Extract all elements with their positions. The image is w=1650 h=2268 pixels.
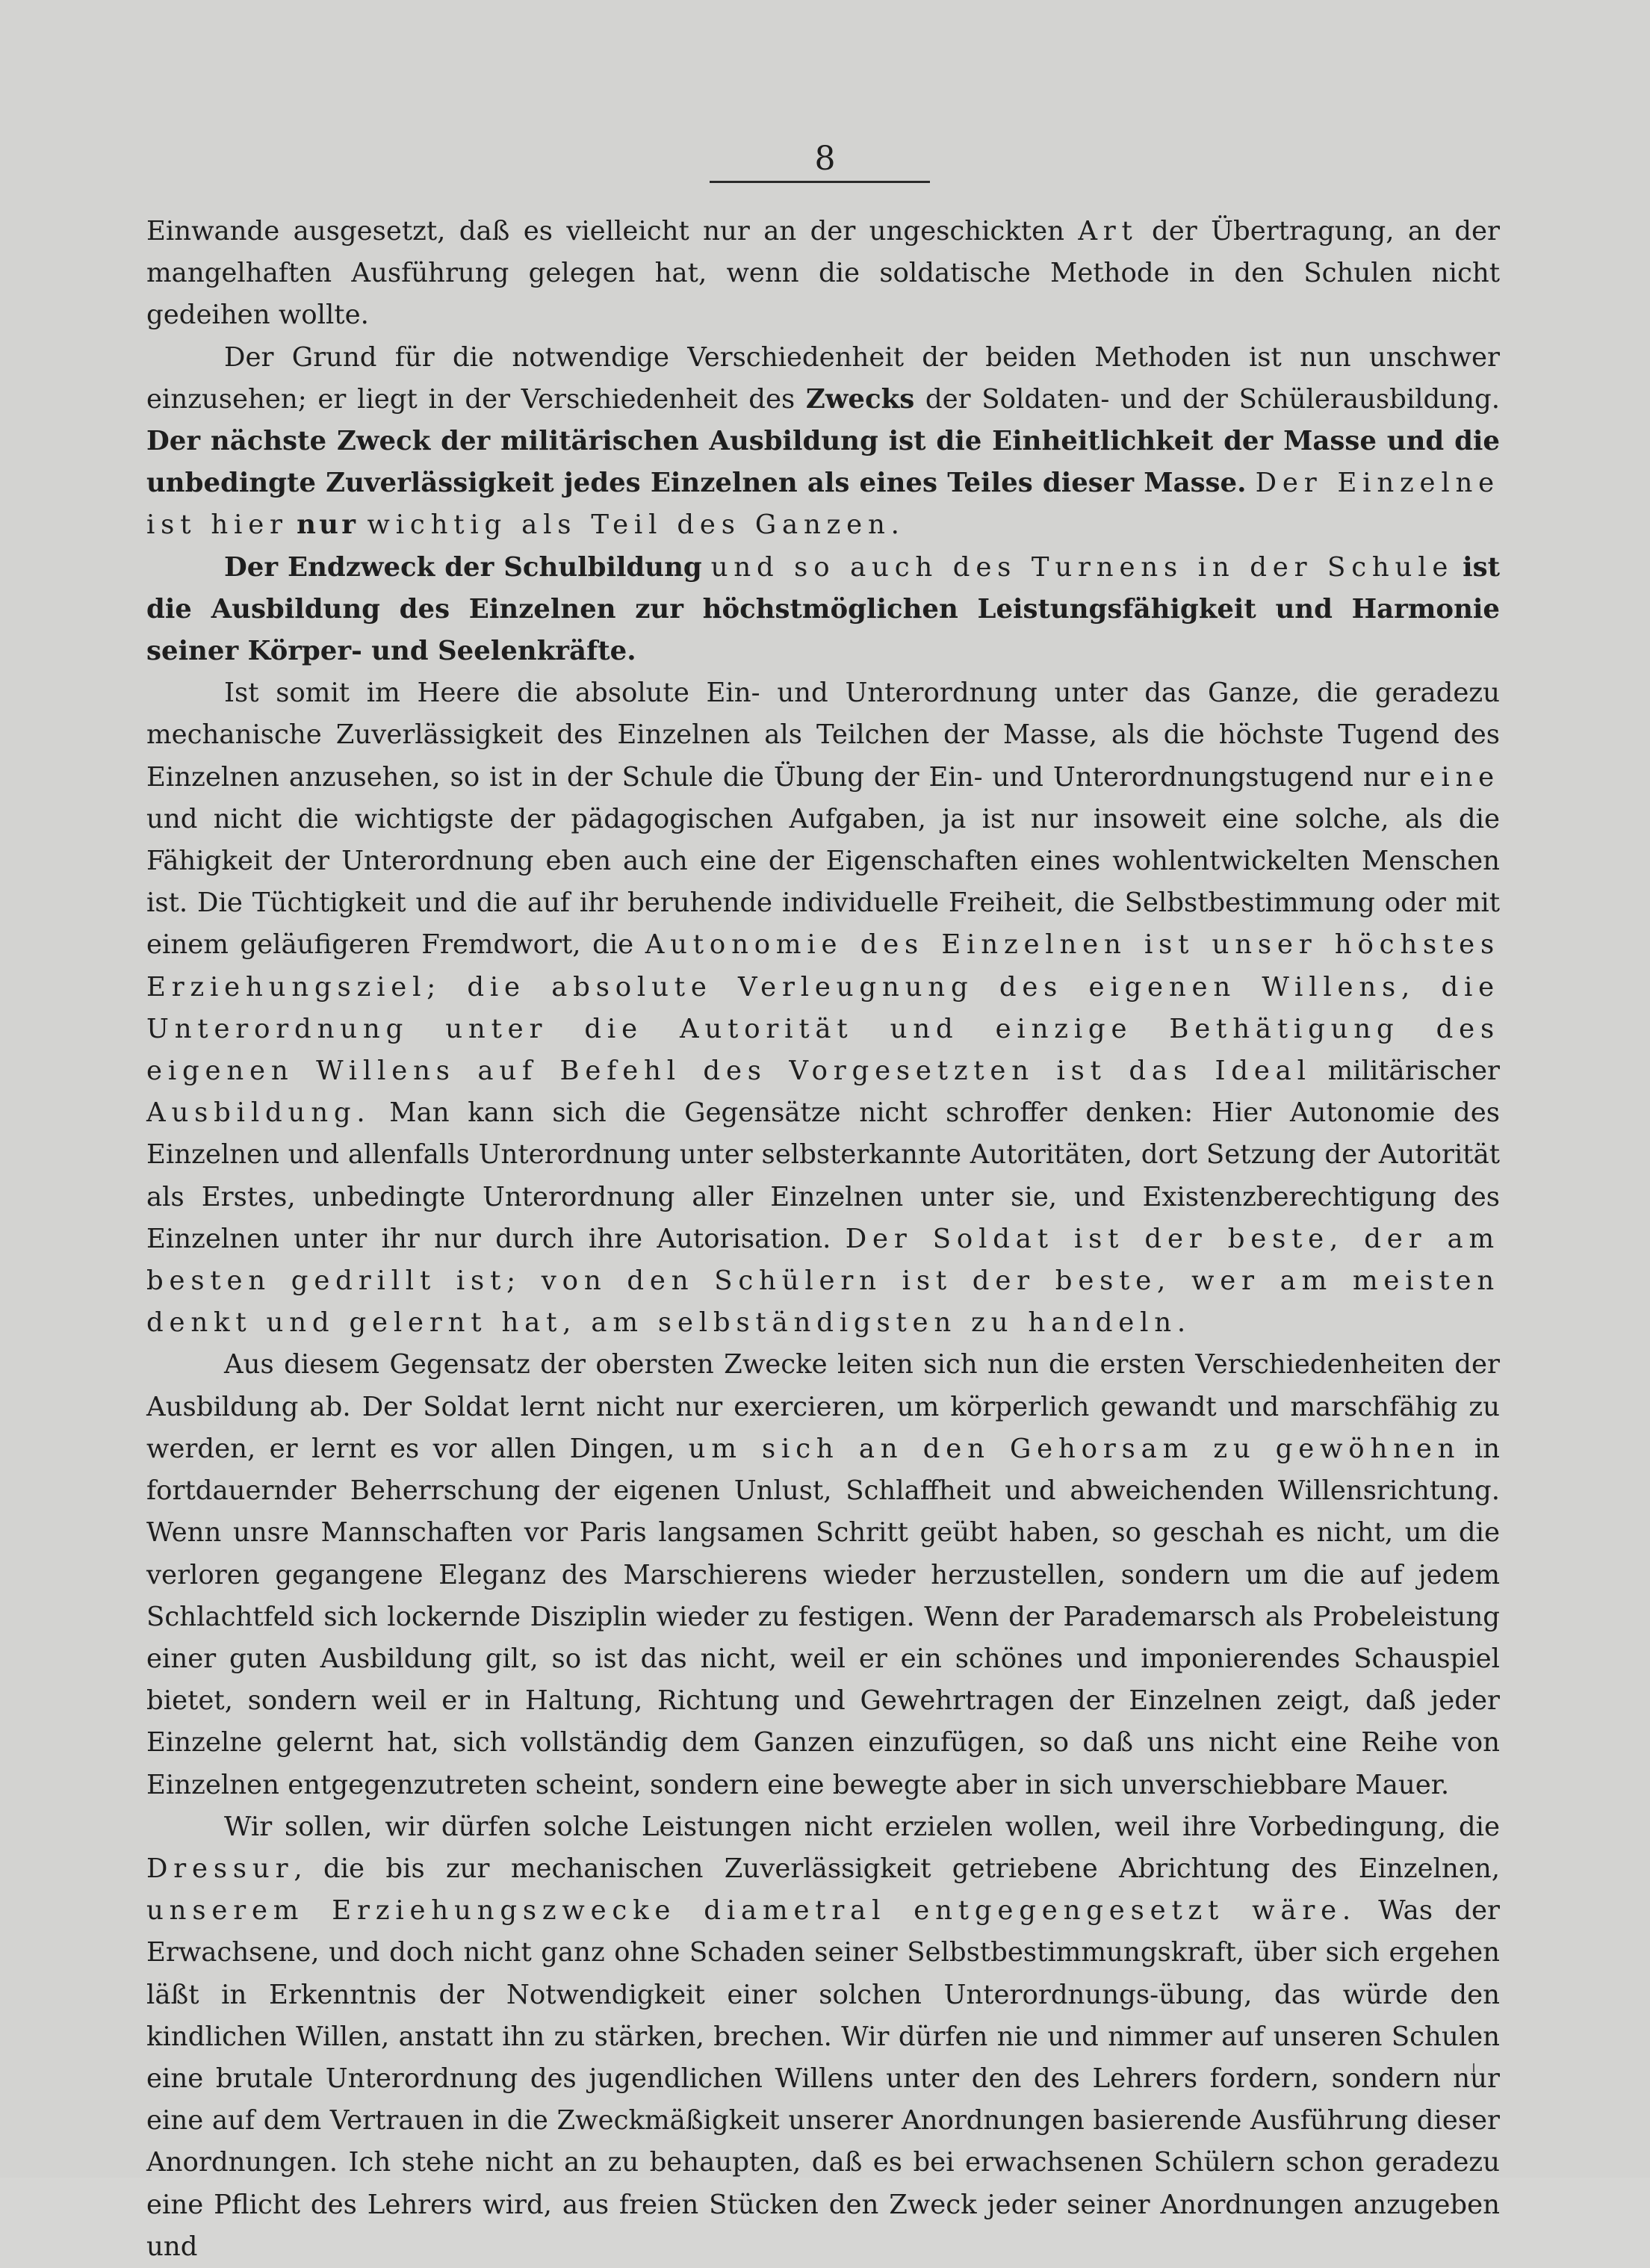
text-segment: Zwecks: [805, 383, 915, 415]
text-segment: Der Einzelne ist hier: [146, 468, 1501, 541]
text-segment: wichtig als Teil des Ganzen.: [367, 509, 905, 541]
text-segment: eine: [1419, 761, 1500, 793]
text-segment: [1247, 468, 1256, 498]
text-segment: Art: [1078, 216, 1138, 247]
text-segment: und so auch des Turnens in der Schule: [710, 551, 1454, 583]
header-rule: [710, 181, 930, 183]
paragraph: [146, 1344, 1500, 1806]
text-segment: um sich an den Gehorsam zu gewöhnen: [688, 1433, 1461, 1464]
text-segment: Was der Erwachsene, und doch nicht ganz ohne Schaden seiner Selbstbestimmungskraft, über sich ergehen läßt in Erkenntnis der Notwendigkeit einer solchen Unterordnungs-übung, das würde den kindlichen Willen, anstatt ihn zu stärken, brechen. Wir dürfen nie und nimmer auf unseren Schulen eine brutale Unterordnung des jugendlichen Willens unter den des Lehrers fordern, sondern nur eine auf dem Vertrauen in die Zweckmäßigkeit unserer Anordnungen basierende Ausführung dieser Anordnungen. Ich stehe nicht an zu behaupten, daß es bei erwachsenen Schülern schon geradezu eine Pflicht des Lehrers wird, aus freien Stücken den Zweck jeder seiner Anordnungen anzugeben und: [146, 1895, 1500, 2262]
text-segment: nur: [297, 509, 359, 541]
text-segment: [359, 509, 367, 540]
text-segment: Einwande ausgesetzt, daß es vielleicht nur an der ungeschickten: [146, 216, 1079, 247]
text-segment: Der Grund für die notwendige Verschiedenheit der beiden Methoden ist nun unschwer einzusehen; er liegt in der Verschiedenheit des: [146, 341, 1500, 415]
text-segment: Der nächste Zweck der militärischen Ausbildung ist die Einheitlichkeit der Masse und die unbedingte Zuverlässigkeit jedes Einzelnen als eines Teiles dieser Masse.: [146, 426, 1500, 499]
text-segment: , die bis zur mechanischen Zuverlässigkeit getriebene Abrichtung des Einzelnen,: [294, 1853, 1500, 1884]
text-segment: Autonomie des Einzelnen ist unser höchstes Erziehungsziel; die absolute Verleugnung des eigenen Willens, die Unterordnung unter die Autorität und einzige Bethätigung des eigenen Willens auf Befehl des Vorgesetzten ist das Ideal: [146, 929, 1500, 1087]
text-segment: [288, 509, 297, 540]
text-segment: Der Endzweck der Schulbildung: [224, 551, 702, 583]
text-segment: der Soldaten- und der Schülerausbildung.: [914, 383, 1500, 415]
text-segment: [702, 552, 711, 583]
body-text: [146, 211, 1500, 2268]
paragraph: [146, 672, 1500, 1344]
text-segment: Der Soldat ist der beste, der am besten gedrillt ist; von den Schülern ist der beste, wer am meisten denkt und gelernt hat, am selbständigsten zu handeln.: [146, 1223, 1500, 1339]
text-segment: ist die Ausbildung des Einzelnen zur höchstmöglichen Leistungsfähigkeit und Harmonie seiner Körper- und Seelenkräfte.: [146, 551, 1500, 667]
margin-mark: [1473, 2063, 1480, 2072]
text-segment: Wir sollen, wir dürfen solche Leistungen nicht erzielen wollen, weil ihre Vorbedingung, die: [224, 1811, 1500, 1842]
paragraph: [146, 337, 1500, 547]
paragraph: [146, 547, 1500, 673]
text-segment: Aus diesem Gegensatz der obersten Zwecke leiten sich nun die ersten Verschiedenheiten der Ausbildung ab. Der Soldat lernt nicht nur exercieren, um körperlich gewandt und marschfähig zu werden, er lernt es vor allen Dingen,: [146, 1349, 1500, 1464]
text-segment: militärischer: [1311, 1056, 1500, 1087]
text-segment: Ausbildung.: [146, 1097, 371, 1129]
text-segment: Dressur: [146, 1853, 294, 1884]
paragraph: [146, 1806, 1500, 2268]
text-segment: [1454, 552, 1463, 583]
text-segment: Ist somit im Heere die absolute Ein- und Unterordnung unter das Ganze, die geradezu mechanische Zuverlässigkeit des Einzelnen als Teilchen der Masse, als die höchste Tugend des Einzelnen anzusehen, so ist in der Schule die Übung der Ein- und Unterordnungstugend nur: [146, 678, 1500, 793]
text-segment: unserem Erziehungszwecke diametral entgegengesetzt wäre.: [146, 1895, 1357, 1927]
page-number: 8: [814, 140, 836, 178]
text-segment: Man kann sich die Gegensätze nicht schroffer denken: Hier Autonomie des Einzelnen und allenfalls Unterordnung unter selbsterkannte Autoritäten, dort Setzung der Autorität als Erstes, unbedingte Unterordnung aller Einzelnen unter sie, und Existenzberechtigung des Einzelnen unter ihr nur durch ihre Autorisation.: [146, 1097, 1500, 1254]
paragraph: [146, 211, 1500, 337]
text-segment: in fortdauernder Beherrschung der eigenen Unlust, Schlaffheit und abweichenden Willensrichtung. Wenn unsre Mannschaften vor Paris langsamen Schritt geübt haben, so geschah es nicht, um die verloren gegangene Eleganz des Marschierens wieder herzustellen, sondern um die auf jedem Schlachtfeld sich lockernde Disziplin wieder zu festigen. Wenn der Parademarsch als Probeleistung einer guten Ausbildung gilt, so ist das nicht, weil er ein schönes und imponierendes Schauspiel bietet, sondern weil er in Haltung, Richtung und Gewehrtragen der Einzelnen zeigt, daß jeder Einzelne gelernt hat, sich vollständig dem Ganzen einzufügen, so daß uns nicht eine Reihe von Einzelnen entgegenzutreten scheint, sondern eine bewegte aber in sich unverschiebbare Mauer.: [146, 1433, 1500, 1800]
text-segment: der Übertragung, an der mangelhaften Ausführung gelegen hat, wenn die soldatische Methode in den Schulen nicht gedeihen wollte.: [146, 216, 1501, 331]
text-segment: und nicht die wichtigste der pädagogischen Aufgaben, ja ist nur insoweit eine solche, als die Fähigkeit der Unterordnung eben auch eine der Eigenschaften eines wohlentwickelten Menschen ist. Die Tüchtigkeit und die auf ihr beruhende individuelle Freiheit, die Selbstbestimmung oder mit einem geläufigeren Fremdwort, die: [146, 803, 1500, 961]
